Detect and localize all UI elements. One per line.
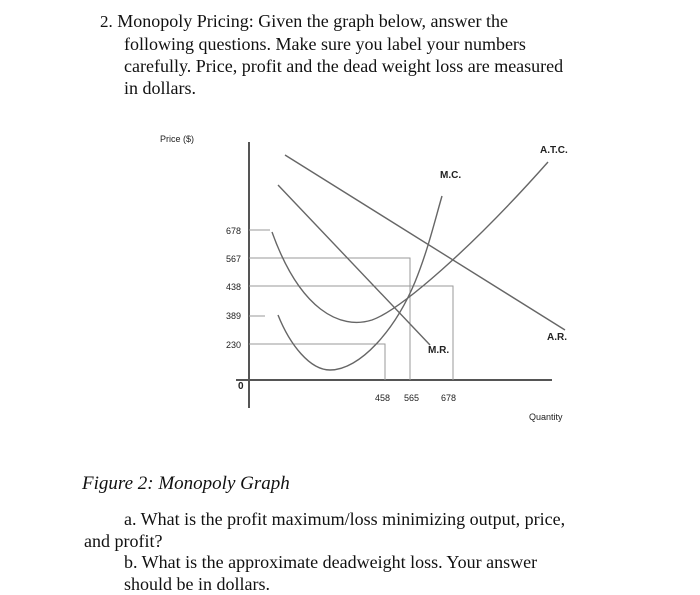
y-tick-label: 678 xyxy=(226,226,242,236)
x-tick-label: 565 xyxy=(404,393,420,403)
ref-line-567 xyxy=(249,258,410,380)
question-number: 2. xyxy=(100,12,113,31)
x-tick-label: 678 xyxy=(441,393,457,403)
origin-label: 0 xyxy=(238,381,244,392)
curve-ar xyxy=(285,155,565,330)
question-line-4: in dollars. xyxy=(124,78,196,98)
y-tick-label: 389 xyxy=(226,311,242,321)
ref-line-438 xyxy=(249,286,453,380)
curve-label-mc: M.C. xyxy=(440,170,462,181)
part-b-line-2: should be in dollars. xyxy=(124,574,270,594)
curve-label-atc: A.T.C. xyxy=(540,145,568,156)
part-a xyxy=(84,508,664,552)
part-b xyxy=(124,551,644,595)
x-axis-label: Quantity xyxy=(529,412,563,422)
y-tick-label: 230 xyxy=(226,340,242,350)
question-line-1: Monopoly Pricing: Given the graph below, answer the xyxy=(117,11,509,31)
y-axis-label: Price ($) xyxy=(160,134,195,144)
figure-caption: Figure 2: Monopoly Graph xyxy=(82,473,290,494)
curve-mr xyxy=(278,185,430,345)
question-line-3: carefully. Price, profit and the dead weight loss are measured xyxy=(124,56,564,76)
curve-label-ar: A.R. xyxy=(547,332,567,343)
y-tick-label: 567 xyxy=(226,254,242,264)
curve-label-mr: M.R. xyxy=(428,345,450,356)
part-a-line-2: and profit? xyxy=(84,531,163,551)
x-tick-label: 458 xyxy=(375,393,391,403)
part-b-line-1: b. What is the approximate deadweight loss. Your answer xyxy=(124,552,538,572)
y-tick-label: 438 xyxy=(226,282,242,292)
ref-line-230 xyxy=(249,344,385,380)
part-a-line-1: a. What is the profit maximum/loss minimizing output, price, xyxy=(124,509,566,529)
question-line-2: following questions. Make sure you label your numbers xyxy=(124,34,526,54)
